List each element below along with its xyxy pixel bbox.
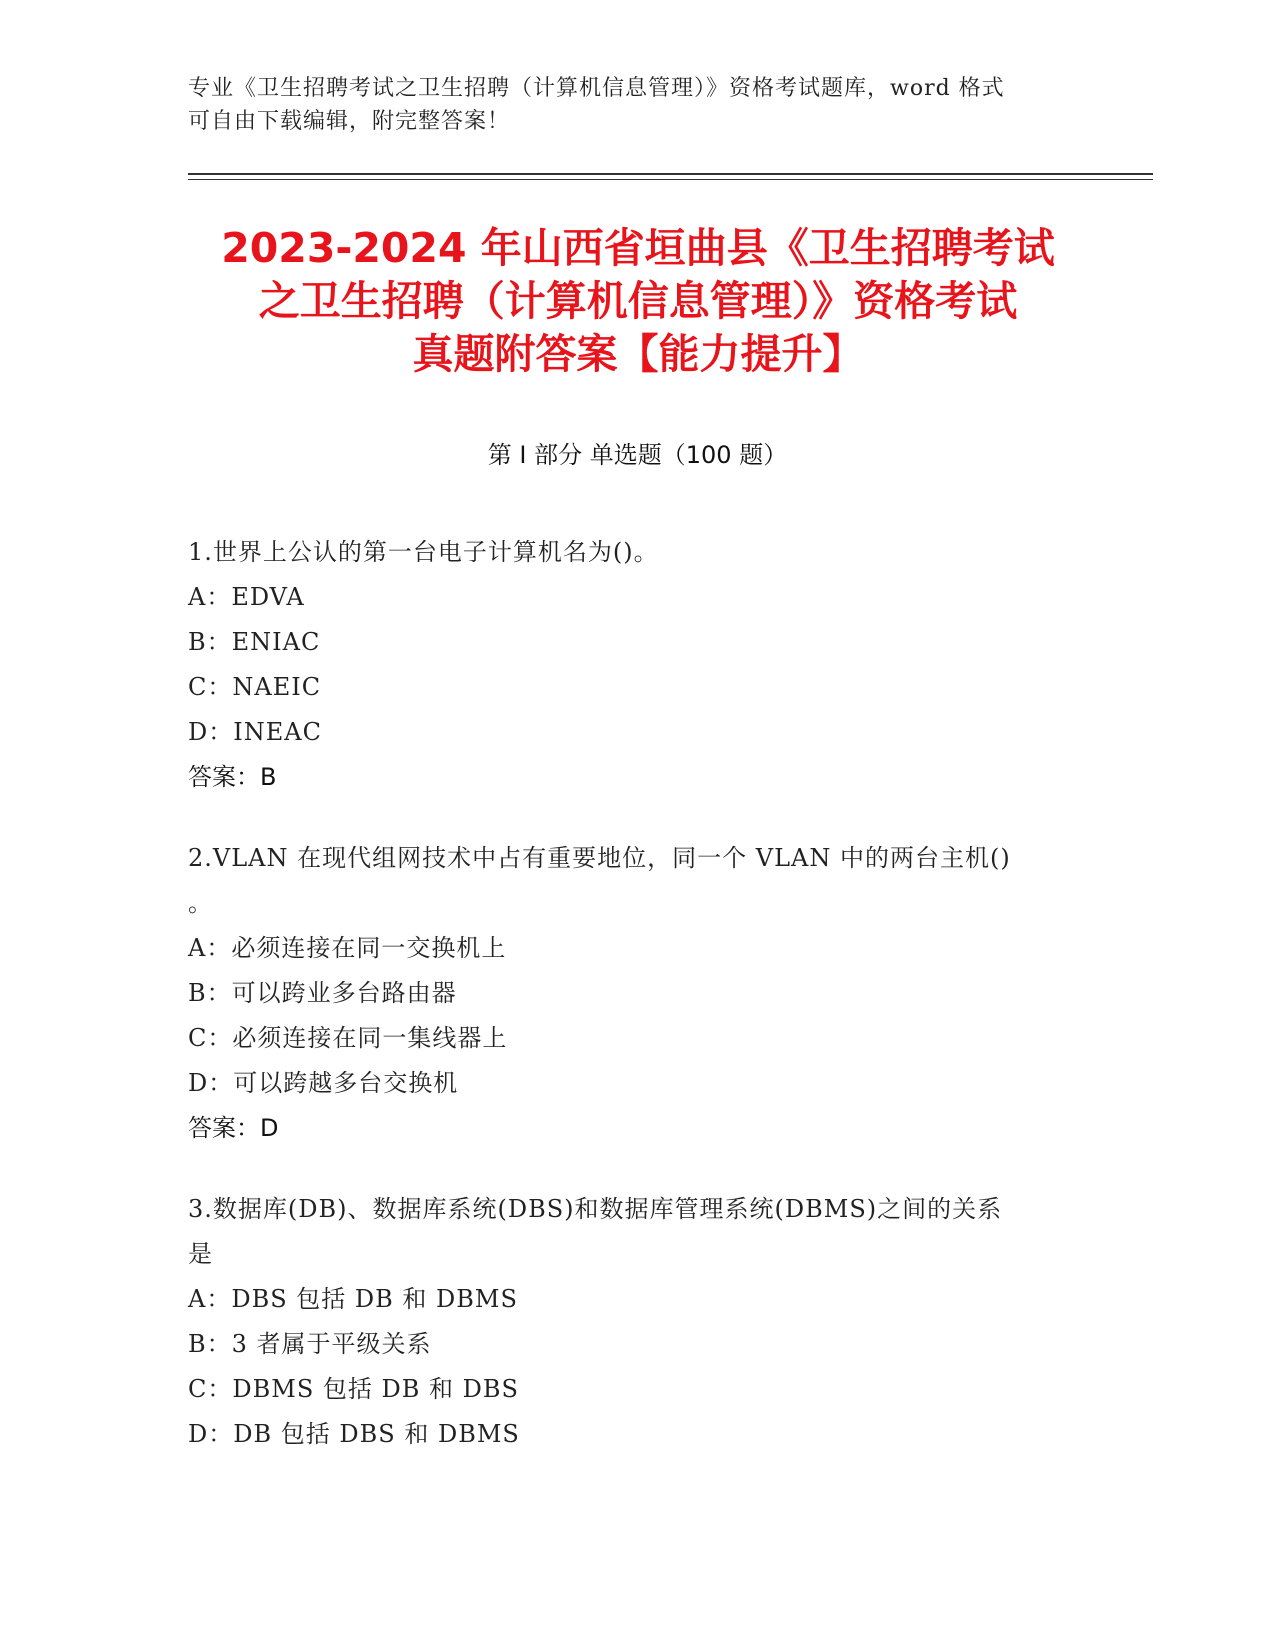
question-3	[188, 1187, 1088, 1457]
option-d: D：可以跨越多台交换机	[188, 1069, 459, 1097]
question-list	[188, 530, 1088, 1493]
document-title-line-2: 之卫生招聘（计算机信息管理）》资格考试	[258, 277, 1018, 325]
question-2	[188, 836, 1088, 1151]
header-note	[188, 72, 1088, 138]
document-title-line-3: 真题附答案【能力提升】	[412, 330, 864, 378]
question-stem-continuation: 是	[188, 1240, 213, 1268]
option-c: C：必须连接在同一集线器上	[188, 1024, 508, 1052]
question-stem-continuation: 。	[188, 889, 213, 917]
header-divider-thick	[188, 173, 1153, 175]
option-d: D：DB 包括 DBS 和 DBMS	[188, 1420, 520, 1448]
header-divider-thin	[188, 179, 1153, 180]
option-a: A：DBS 包括 DB 和 DBMS	[188, 1285, 518, 1313]
option-c: C：NAEIC	[188, 673, 322, 701]
option-a: A：必须连接在同一交换机上	[188, 934, 507, 962]
option-b: B：3 者属于平级关系	[188, 1330, 432, 1358]
header-note-line-1: 专业《卫生招聘考试之卫生招聘（计算机信息管理）》资格考试题库，word 格式	[188, 76, 1005, 101]
option-c: C：DBMS 包括 DB 和 DBS	[188, 1375, 519, 1403]
document-title	[188, 222, 1088, 381]
question-stem: 3.数据库(DB)、数据库系统(DBS)和数据库管理系统(DBMS)之间的关系	[188, 1195, 1003, 1223]
question-stem: 2.VLAN 在现代组网技术中占有重要地位，同一个 VLAN 中的两台主机()	[188, 844, 1011, 872]
option-d: D：INEAC	[188, 718, 322, 746]
answer-line: 答案：B	[188, 763, 277, 791]
option-b: B：可以跨业多台路由器	[188, 979, 457, 1007]
option-a: A：EDVA	[188, 583, 305, 611]
question-1	[188, 530, 1088, 800]
option-b: B：ENIAC	[188, 628, 321, 656]
section-heading: 第 I 部分 单选题（100 题）	[487, 441, 788, 469]
document-title-line-1: 2023-2024 年山西省垣曲县《卫生招聘考试	[221, 224, 1055, 272]
question-stem: 1.世界上公认的第一台电子计算机名为()。	[188, 538, 659, 566]
answer-line: 答案：D	[188, 1114, 279, 1142]
header-note-line-2: 可自由下载编辑，附完整答案！	[188, 109, 511, 134]
